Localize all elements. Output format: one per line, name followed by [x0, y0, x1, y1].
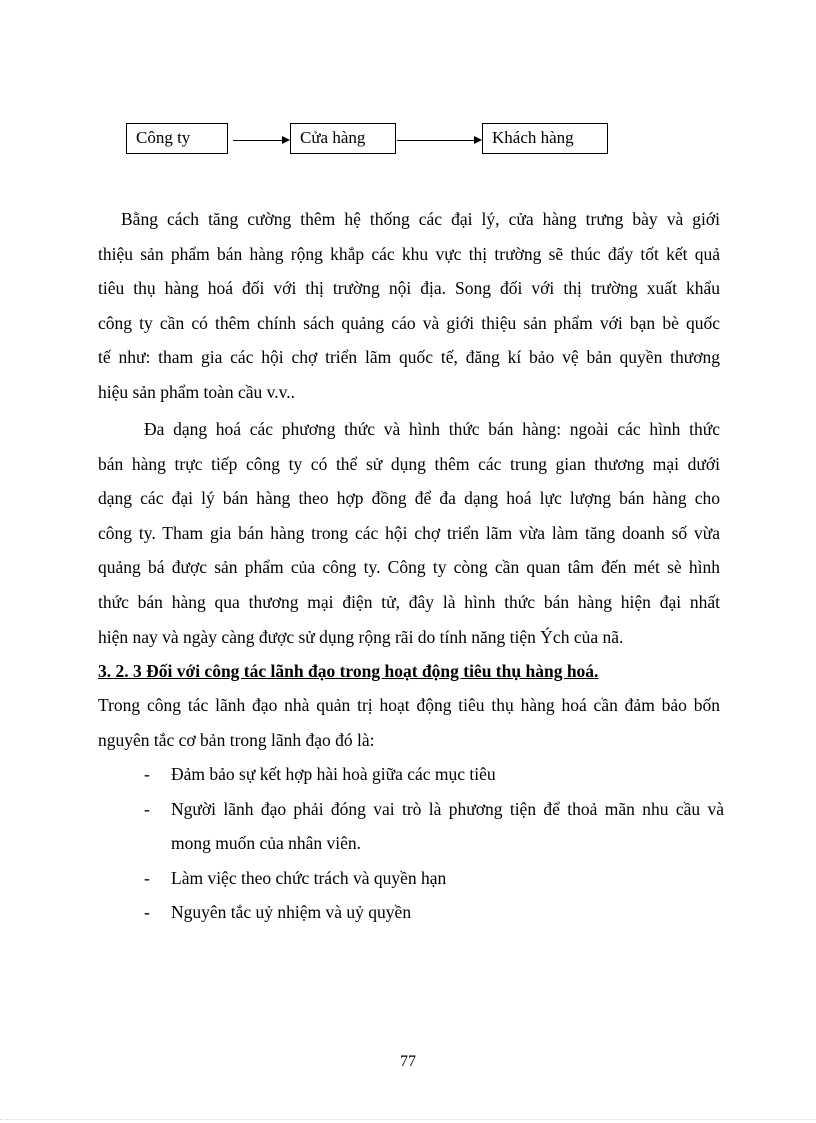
paragraph-line: tế như: tham gia các hội chợ triển lãm quốc tế, đăng kí bảo vệ bản quyền thương — [98, 347, 720, 368]
dash-bullet-icon: - — [144, 867, 150, 888]
right-arrow-icon — [397, 140, 480, 141]
right-arrow-icon — [233, 140, 288, 141]
list-item — [144, 792, 724, 861]
paragraph-line: nguyên tắc cơ bản trong lãnh đạo đó là: — [98, 729, 375, 750]
principles-list — [144, 757, 724, 930]
page-number: 77 — [400, 1053, 416, 1070]
list-item — [144, 757, 724, 792]
paragraph-line: thức bán hàng qua thương mại điện tử, đây là hình thức bán hàng hiện đại nhất — [98, 591, 720, 612]
section-heading: 3. 2. 3 Đối với công tác lãnh đạo trong hoạt động tiêu thụ hàng hoá. — [98, 661, 599, 681]
customer-box: Khách hàng — [482, 123, 608, 154]
page-bottom-divider — [0, 1119, 816, 1120]
list-item-text: Đảm bảo sự kết hợp hài hoà giữa các mục tiêu — [171, 764, 496, 784]
paragraph-sales-network — [98, 202, 720, 410]
store-box: Cửa hàng — [290, 123, 396, 154]
paragraph-line: quảng bá được sản phẩm của công ty. Công ty còng cần quan tâm đến mét sè hình — [98, 557, 720, 578]
paragraph-line: dạng các đại lý bán hàng theo hợp đồng để đa dạng hoá lực lượng bán hàng cho — [98, 488, 720, 509]
list-item — [144, 895, 724, 930]
paragraph-sales-methods — [98, 412, 720, 654]
company-box: Công ty — [126, 123, 228, 154]
paragraph-line: công ty. Tham gia bán hàng trong các hội chợ triển lãm vừa làm tăng doanh số vừa — [98, 522, 720, 543]
dash-bullet-icon: - — [144, 764, 150, 784]
list-item-text: Làm việc theo chức trách và quyền hạn — [171, 867, 447, 888]
paragraph-line: tiêu thụ hàng hoá đối với thị trường nội địa. Song đối với thị trường xuất khẩu — [98, 278, 720, 299]
paragraph-line: hiệu sản phẩm toàn cầu v.v.. — [98, 381, 295, 402]
dash-bullet-icon: - — [144, 902, 150, 923]
paragraph-leadership-intro — [98, 688, 720, 757]
dash-bullet-icon: - — [144, 798, 150, 819]
list-item-text: mong muốn của nhân viên. — [171, 833, 362, 854]
list-item-text: Nguyên tắc uỷ nhiệm và uỷ quyền — [171, 902, 412, 923]
paragraph-line: Đa dạng hoá các phương thức và hình thức bán hàng: ngoài các hình thức — [144, 419, 720, 439]
list-item-text: Người lãnh đạo phải đóng vai trò là phương tiện để thoả mãn nhu cầu và — [171, 798, 724, 819]
paragraph-line: Trong công tác lãnh đạo nhà quản trị hoạt động tiêu thụ hàng hoá cần đảm bảo bốn — [98, 695, 720, 715]
distribution-flow-diagram — [0, 123, 816, 157]
paragraph-line: thiệu sản phẩm bán hàng rộng khắp các khu vực thị trường sẽ thúc đẩy tốt kết quả — [98, 243, 720, 264]
paragraph-line: bán hàng trực tiếp công ty có thể sử dụng thêm các trung gian thương mại dưới — [98, 453, 720, 474]
list-item — [144, 861, 724, 896]
paragraph-line: Bằng cách tăng cường thêm hệ thống các đại lý, cửa hàng trưng bày và giới — [121, 209, 720, 229]
paragraph-line: công ty cần có thêm chính sách quảng cáo và giới thiệu sản phẩm với bạn bè quốc — [98, 312, 720, 333]
paragraph-line: hiện nay và ngày càng được sử dụng rộng rãi do tính năng tiện Ých của nã. — [98, 626, 624, 647]
